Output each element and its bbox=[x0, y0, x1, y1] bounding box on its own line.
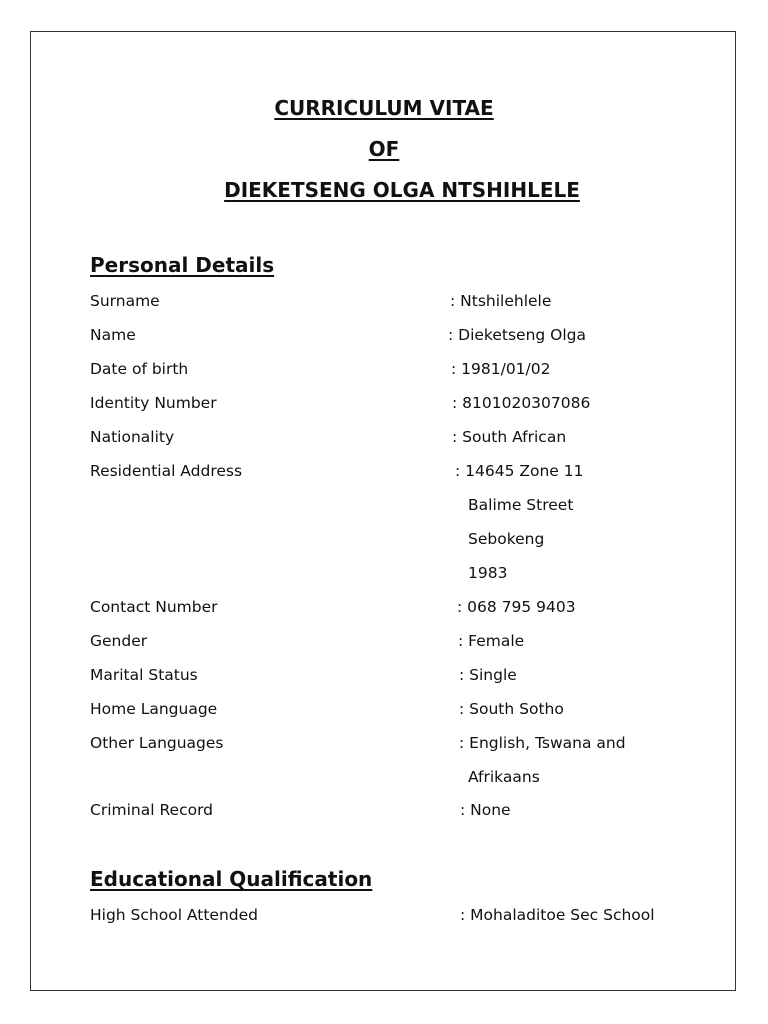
name-value: : Dieketseng Olga bbox=[448, 326, 587, 344]
dob-label: Date of birth bbox=[90, 360, 189, 378]
id-number-label: Identity Number bbox=[90, 394, 217, 412]
name-label: Name bbox=[90, 326, 136, 344]
surname-label: Surname bbox=[90, 292, 160, 310]
other-languages-value-cont: Afrikaans bbox=[468, 768, 540, 786]
cv-title-of: OF bbox=[368, 137, 400, 161]
page-border bbox=[30, 31, 736, 991]
educational-qualification-heading: Educational Qualification bbox=[90, 867, 373, 891]
cv-name-title: DIEKETSENG OLGA NTSHIHLELE bbox=[224, 178, 580, 202]
marital-status-value: : Single bbox=[459, 666, 517, 684]
address-line-3: Sebokeng bbox=[468, 530, 545, 548]
marital-status-label: Marital Status bbox=[90, 666, 198, 684]
address-label: Residential Address bbox=[90, 462, 243, 480]
gender-label: Gender bbox=[90, 632, 148, 650]
cv-title: CURRICULUM VITAE bbox=[274, 96, 494, 120]
home-language-value: : South Sotho bbox=[459, 700, 564, 718]
high-school-value: : Mohaladitoe Sec School bbox=[460, 906, 655, 924]
other-languages-value: : English, Tswana and bbox=[459, 734, 626, 752]
gender-value: : Female bbox=[458, 632, 525, 650]
id-number-value: : 8101020307086 bbox=[452, 394, 591, 412]
surname-value: : Ntshilehlele bbox=[450, 292, 552, 310]
other-languages-label: Other Languages bbox=[90, 734, 224, 752]
contact-number-label: Contact Number bbox=[90, 598, 218, 616]
home-language-label: Home Language bbox=[90, 700, 218, 718]
address-line-1: : 14645 Zone 11 bbox=[455, 462, 584, 480]
criminal-record-label: Criminal Record bbox=[90, 801, 214, 819]
nationality-label: Nationality bbox=[90, 428, 175, 446]
personal-details-heading: Personal Details bbox=[90, 253, 275, 277]
address-line-2: Balime Street bbox=[468, 496, 574, 514]
dob-value: : 1981/01/02 bbox=[451, 360, 551, 378]
contact-number-value: : 068 795 9403 bbox=[457, 598, 576, 616]
address-line-4: 1983 bbox=[468, 564, 508, 582]
criminal-record-value: : None bbox=[460, 801, 511, 819]
high-school-label: High School Attended bbox=[90, 906, 258, 924]
nationality-value: : South African bbox=[452, 428, 567, 446]
